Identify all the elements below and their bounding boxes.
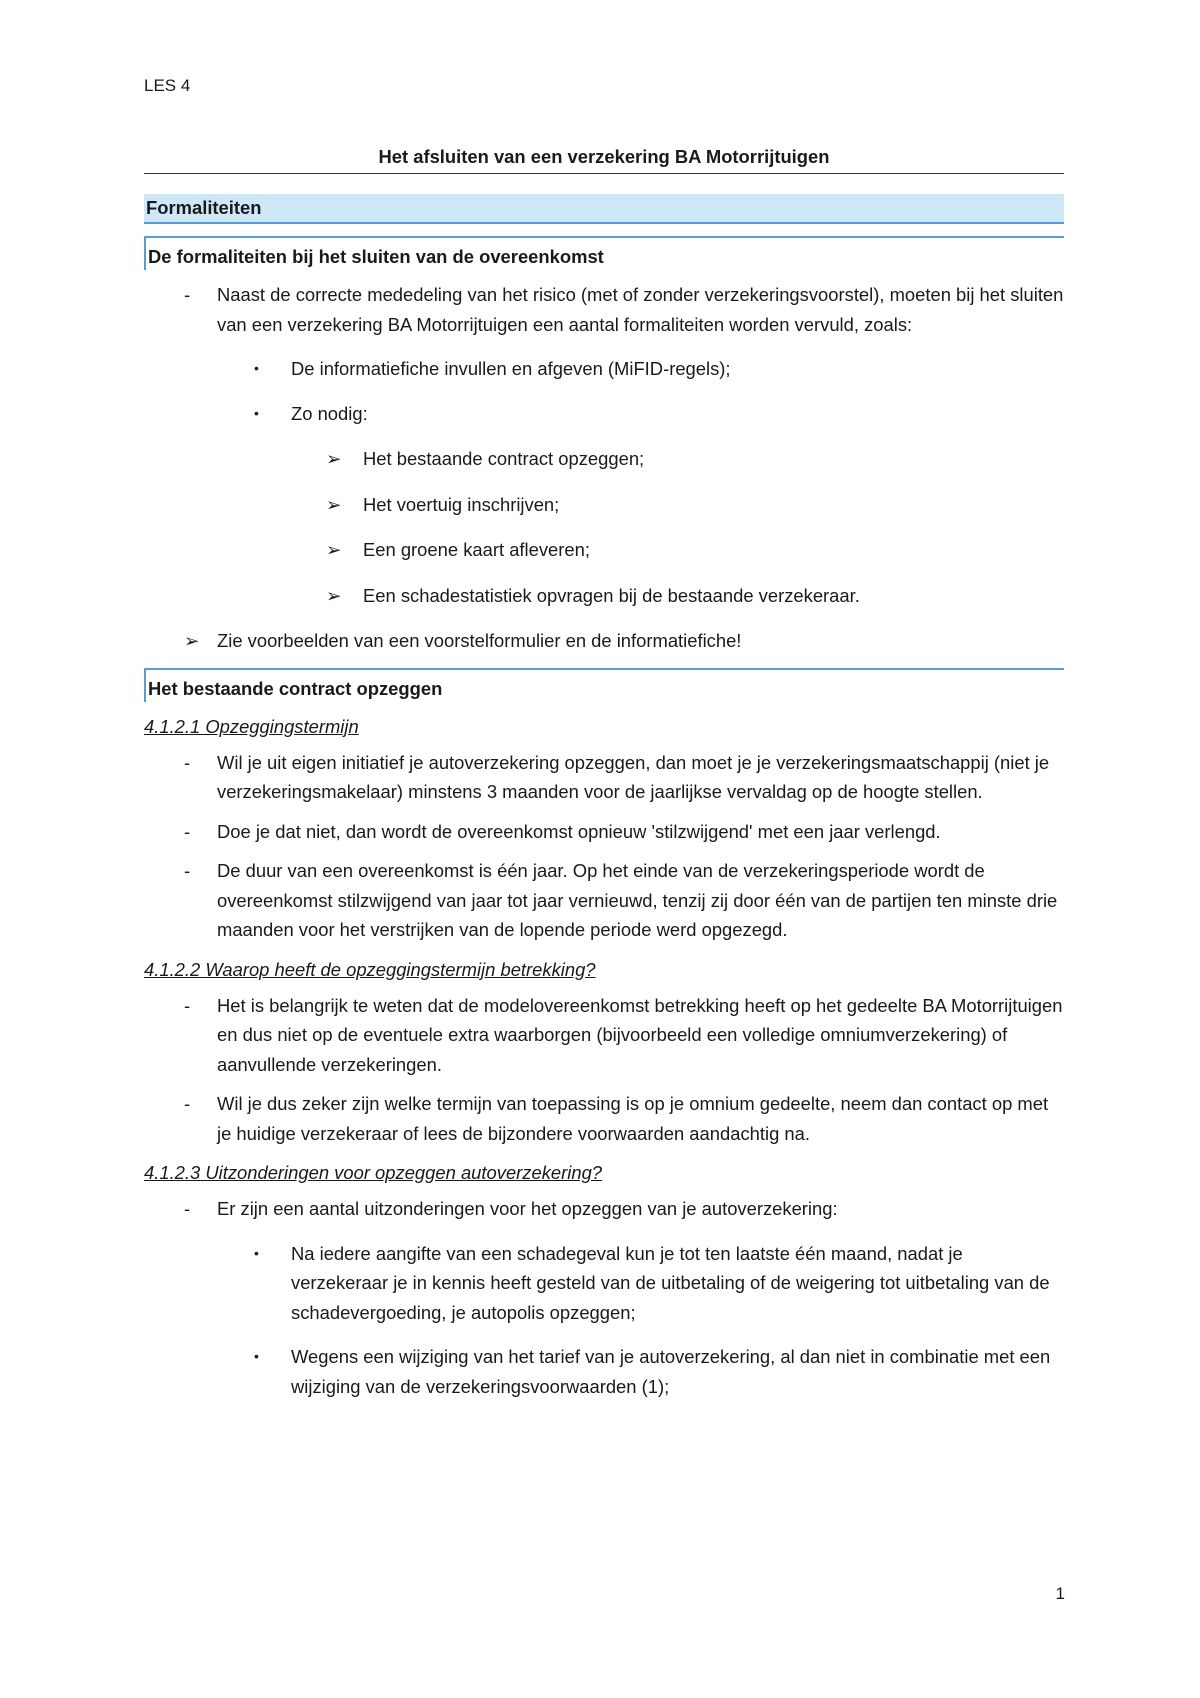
section-title-uitzonderingen: 4.1.2.3 Uitzonderingen voor opzeggen autoverzekering? <box>144 1162 603 1183</box>
bullet-text: Na iedere aangifte van een schadegeval kun je tot ten laatste één maand, nadat je verzekeraar je in kennis heeft gesteld van de uitbetaling of de weigering tot uitbetaling van de schadevergoeding, je autopolis opzeggen; <box>291 1242 1050 1323</box>
arrow-marker-icon: ➢ <box>326 539 342 560</box>
page-number: 1 <box>1055 1584 1065 1603</box>
subheading-formaliteiten-overeenkomst: De formaliteiten bij het sluiten van de overeenkomst <box>144 236 1064 270</box>
list-item-text: De duur van een overeenkomst is één jaar. Op het einde van de verzekeringsperiode wordt de overeenkomst stilzwijgend van jaar tot jaar vernieuwd, tenzij zij door één van de partijen ten minste drie maanden voor het verstrijken van de lopende periode werd opgezegd. <box>217 860 1058 940</box>
bullet-marker: • <box>254 360 259 376</box>
note-text: Zie voorbeelden van een voorstelformulier en de informatiefiche! <box>217 630 742 651</box>
arrow-item-text: Het voertuig inschrijven; <box>363 493 560 515</box>
arrow-item-text: Een schadestatistiek opvragen bij de bestaande verzekeraar. <box>363 584 860 606</box>
dash-marker: - <box>184 1093 191 1114</box>
dash-marker: - <box>184 860 191 881</box>
note-item <box>144 626 1064 656</box>
dash-marker: - <box>184 1198 191 1219</box>
list-item <box>144 748 1064 807</box>
document-title: Het afsluiten van een verzekering BA Motorrijtuigen <box>144 146 1064 174</box>
bullet-text: Wegens een wijziging van het tarief van je autoverzekering, al dan niet in combinatie met een wijziging van de verzekeringsvoorwaarden (1); <box>291 1346 1051 1397</box>
list-item <box>144 1089 1064 1148</box>
dash-marker: - <box>184 994 191 1016</box>
arrow-item <box>144 581 1064 611</box>
page-content <box>144 146 1064 1401</box>
section-title-opzeggingstermijn: 4.1.2.1 Opzeggingstermijn <box>144 715 359 737</box>
bullet-item <box>144 1342 1064 1401</box>
bullet-marker: • <box>254 1348 259 1364</box>
bullet-item <box>144 399 1064 429</box>
bullet-marker: • <box>254 404 259 421</box>
arrow-marker-icon: ➢ <box>326 448 342 469</box>
list-item <box>144 856 1064 945</box>
section-title-betrekking: 4.1.2.2 Waarop heeft de opzeggingstermijn betrekking? <box>144 958 596 980</box>
list-item <box>144 1194 1064 1224</box>
arrow-item-text: Een groene kaart afleveren; <box>363 539 590 560</box>
arrow-item-text: Het bestaande contract opzeggen; <box>363 448 645 469</box>
bullet-text: De informatiefiche invullen en afgeven (MiFID-regels); <box>291 358 731 379</box>
dash-marker: - <box>184 284 191 305</box>
bullet-item <box>144 354 1064 384</box>
list-item <box>144 817 1064 847</box>
arrow-marker-icon: ➢ <box>326 584 342 606</box>
subheading-contract-opzeggen: Het bestaande contract opzeggen <box>144 668 1064 702</box>
list-item-text: Er zijn een aantal uitzonderingen voor het opzeggen van je autoverzekering: <box>217 1198 838 1219</box>
list-item-text: Wil je uit eigen initiatief je autoverzekering opzeggen, dan moet je je verzekeringsmaatschappij (niet je verzekeringsmakelaar) minstens 3 maanden voor de jaarlijkse vervaldag op de hoogte stellen. <box>217 751 1050 802</box>
bullet-item <box>144 1239 1064 1328</box>
bullet-marker: • <box>254 1244 259 1261</box>
list-item-text: Doe je dat niet, dan wordt de overeenkomst opnieuw 'stilzwijgend' met een jaar verlengd. <box>217 820 941 842</box>
list-item <box>144 280 1064 339</box>
list-item-text: Wil je dus zeker zijn welke termijn van toepassing is op je omnium gedeelte, neem dan contact op met je huidige verzekeraar of lees de bijzondere voorwaarden aandachtig na. <box>217 1093 1049 1144</box>
arrow-item <box>144 535 1064 565</box>
page-header: LES 4 <box>144 76 191 95</box>
dash-marker: - <box>184 820 191 842</box>
arrow-marker-icon: ➢ <box>326 493 342 515</box>
arrow-item <box>144 444 1064 474</box>
arrow-item <box>144 490 1064 520</box>
list-item-text: Naast de correcte mededeling van het risico (met of zonder verzekeringsvoorstel), moeten bij het sluiten van een verzekering BA Motorrijtuigen een aantal formaliteiten worden vervuld, zoals: <box>217 284 1064 335</box>
section-heading-formaliteiten: Formaliteiten <box>144 194 1064 224</box>
arrow-marker-icon: ➢ <box>184 630 200 651</box>
bullet-text: Zo nodig: <box>291 402 368 424</box>
dash-marker: - <box>184 751 191 773</box>
list-item-text: Het is belangrijk te weten dat de modelovereenkomst betrekking heeft op het gedeelte BA Motorrijtuigen en dus niet op de eventuele extra waarborgen (bijvoorbeeld een volledige omniumverzekering) of aanvullende verzekeringen. <box>217 994 1063 1075</box>
list-item <box>144 991 1064 1080</box>
